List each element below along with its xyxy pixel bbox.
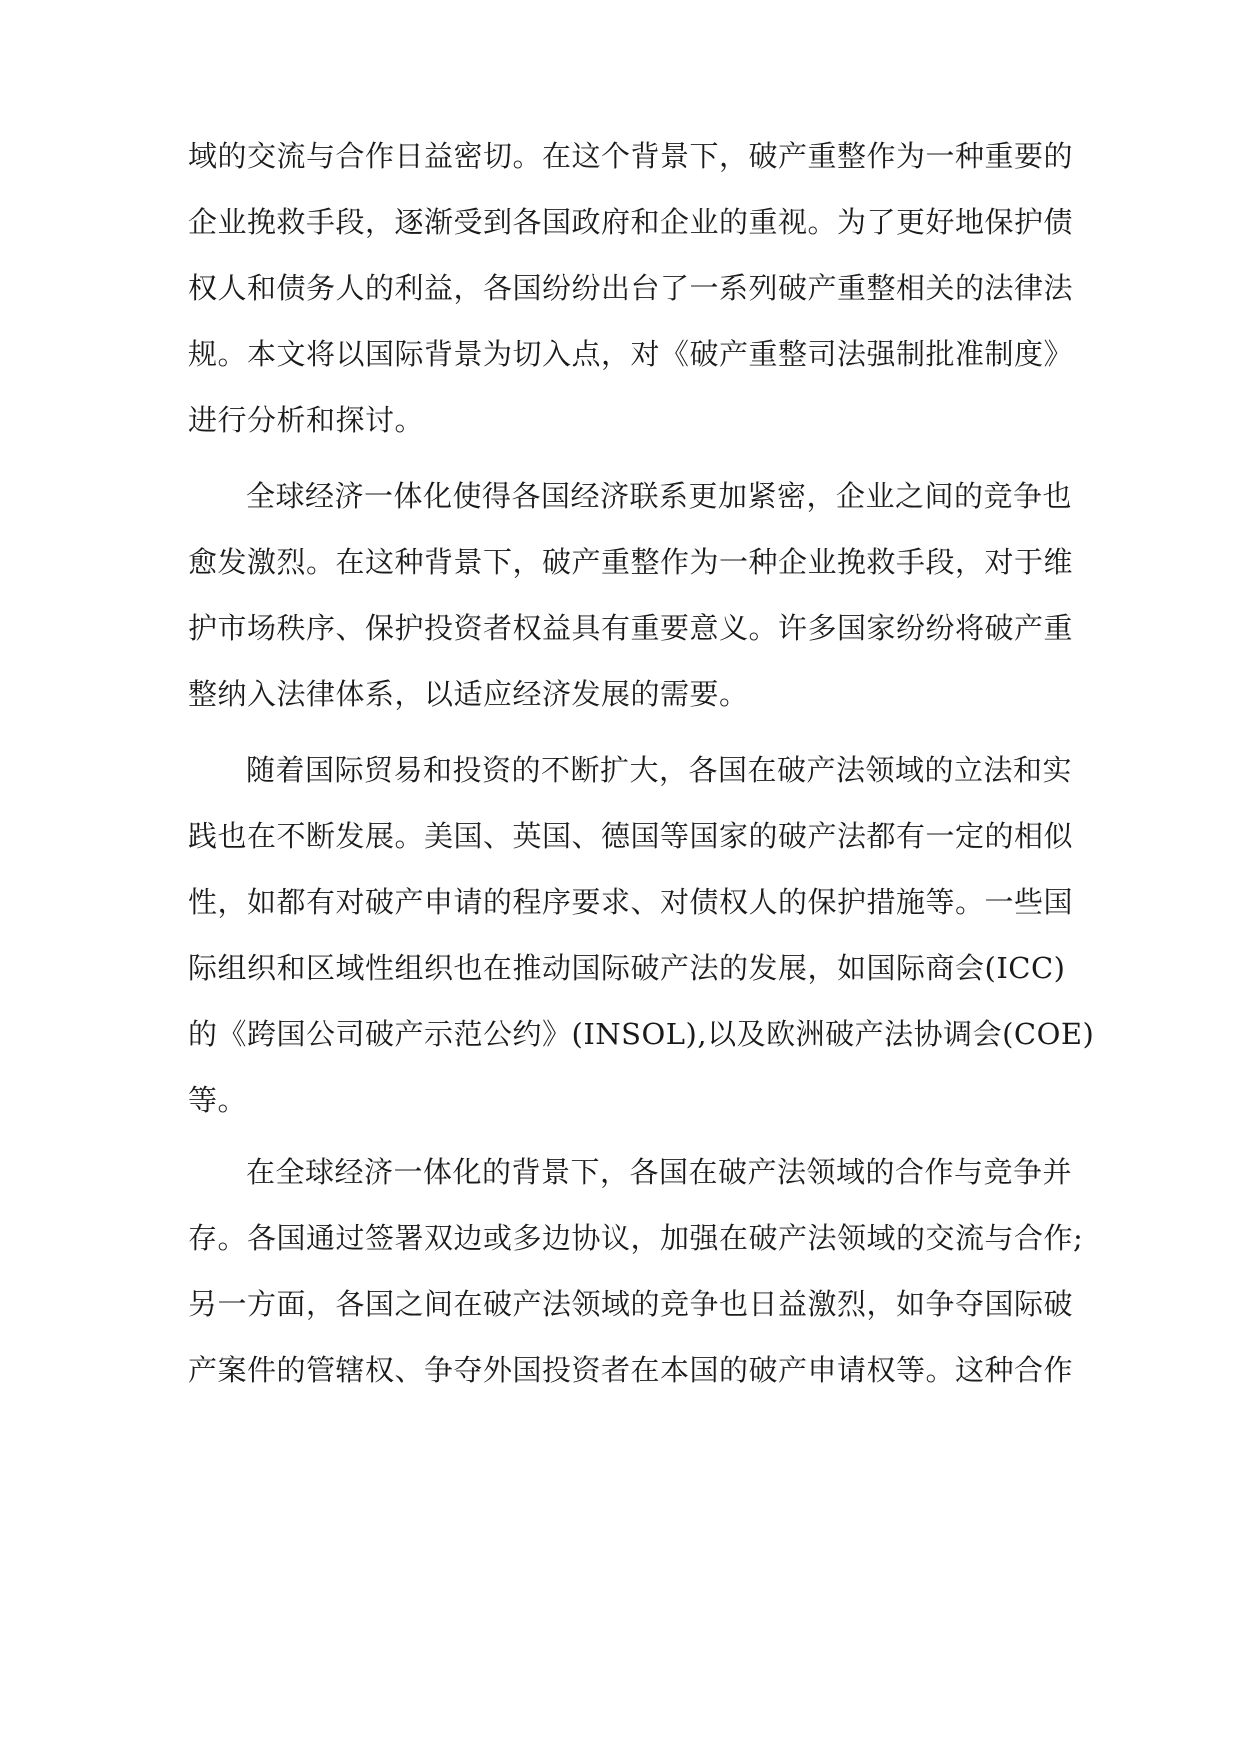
text-line: 整纳入法律体系，以适应经济发展的需要。: [188, 677, 749, 711]
text-line: 性，如都有对破产申请的程序要求、对债权人的保护措施等。一些国: [188, 885, 1074, 919]
text-line: 产案件的管辖权、争夺外国投资者在本国的破产申请权等。这种合作: [188, 1353, 1074, 1387]
text-line: 愈发激烈。在这种背景下，破产重整作为一种企业挽救手段，对于维: [188, 545, 1074, 579]
text-line: 域的交流与合作日益密切。在这个背景下，破产重整作为一种重要的: [188, 139, 1074, 173]
text-line: 践也在不断发展。美国、英国、德国等国家的破产法都有一定的相似: [188, 819, 1074, 853]
text-line: 的《跨国公司破产示范公约》(INSOL),以及欧洲破产法协调会(COE): [188, 1017, 1095, 1051]
text-line: 际组织和区域性组织也在推动国际破产法的发展，如国际商会(ICC): [188, 951, 1066, 985]
text-line: 企业挽救手段，逐渐受到各国政府和企业的重视。为了更好地保护债: [188, 205, 1074, 239]
text-line: 随着国际贸易和投资的不断扩大，各国在破产法领域的立法和实: [246, 753, 1073, 787]
text-line: 护市场秩序、保护投资者权益具有重要意义。许多国家纷纷将破产重: [188, 611, 1074, 645]
text-line: 在全球经济一体化的背景下，各国在破产法领域的合作与竞争并: [246, 1155, 1073, 1189]
text-line: 权人和债务人的利益，各国纷纷出台了一系列破产重整相关的法律法: [188, 271, 1074, 305]
text-line: 等。: [188, 1083, 248, 1117]
text-line: 进行分析和探讨。: [188, 403, 425, 437]
text-line: 全球经济一体化使得各国经济联系更加紧密，企业之间的竞争也: [246, 479, 1073, 513]
text-line: 另一方面，各国之间在破产法领域的竞争也日益激烈，如争夺国际破: [188, 1287, 1074, 1321]
text-line: 规。本文将以国际背景为切入点，对《破产重整司法强制批准制度》: [188, 337, 1074, 371]
text-line: 存。各国通过签署双边或多边协议，加强在破产法领域的交流与合作;: [188, 1221, 1084, 1255]
